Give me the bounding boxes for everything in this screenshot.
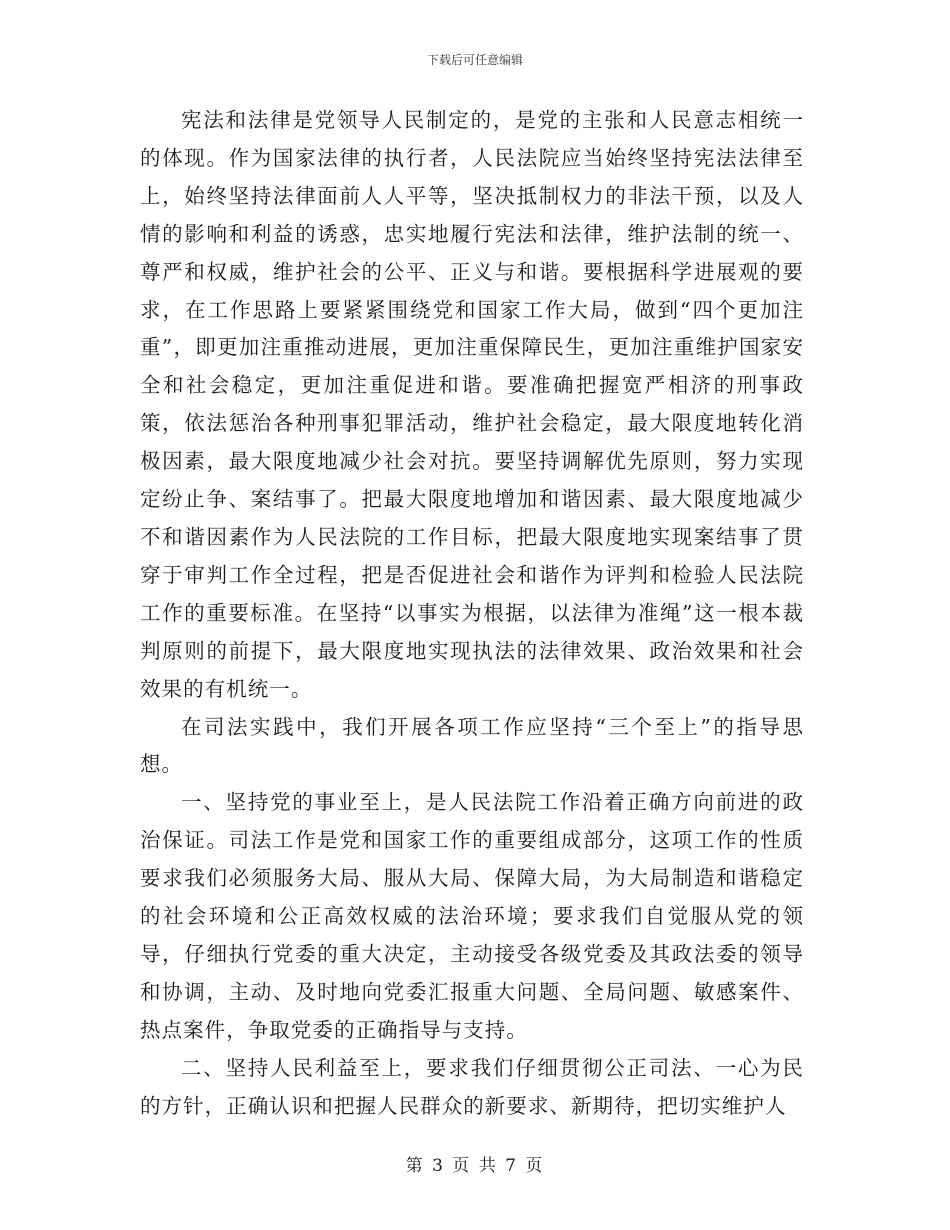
page-number-footer: 第 3 页 共 7 页: [405, 1156, 545, 1176]
paragraph-4: 二、坚持人民利益至上，要求我们仔细贯彻公正司法、一心为民的方针，正确认识和把握人民群众的新要求、新期待，把切实维护人: [140, 1055, 804, 1118]
document-body: [140, 102, 804, 1125]
paragraph-1: 宪法和法律是党领导人民制定的，是党的主张和人民意志相统一的体现。作为国家法律的执行者，人民法院应当始终坚持宪法法律至上，始终坚持法律面前人人平等，坚决抵制权力的非法干预，以及人情的影响和利益的诱惑，忠实地履行宪法和法律，维护法制的统一、尊严和权威，维护社会的公平、正义与和谐。要根据科学进展观的要求，在工作思路上要紧紧围绕党和国家工作大局，做到“四个更加注重”，即更加注重推动进展，更加注重保障民生，更加注重维护国家安全和社会稳定，更加注重促进和谐。要准确把握宽严相济的刑事政策，依法惩治各种刑事犯罪活动，维护社会稳定，最大限度地转化消极因素，最大限度地减少社会对抗。要坚持调解优先原则，努力实现定纷止争、案结事了。把最大限度地增加和谐因素、最大限度地减少不和谐因素作为人民法院的工作目标，把最大限度地实现案结事了贯穿于审判工作全过程，把是否促进社会和谐作为评判和检验人民法院工作的重要标准。在坚持“以事实为根据，以法律为准绳”这一根本裁判原则的前提下，最大限度地实现执法的法律效果、政治效果和社会效果的有机统一。: [140, 108, 804, 701]
page-header: 下载后可任意编辑: [426, 53, 523, 67]
paragraph-2: 在司法实践中，我们开展各项工作应坚持“三个至上”的指导思想。: [140, 714, 804, 777]
paragraph-3: 一、坚持党的事业至上，是人民法院工作沿着正确方向前进的政治保证。司法工作是党和国家工作的重要组成部分，这项工作的性质要求我们必须服务大局、服从大局、保障大局，为大局制造和谐稳定的社会环境和公正高效权威的法治环境；要求我们自觉服从党的领导，仔细执行党委的重大决定，主动接受各级党委及其政法委的领导和协调，主动、及时地向党委汇报重大问题、全局问题、敏感案件、热点案件，争取党委的正确指导与支持。: [140, 790, 804, 1042]
